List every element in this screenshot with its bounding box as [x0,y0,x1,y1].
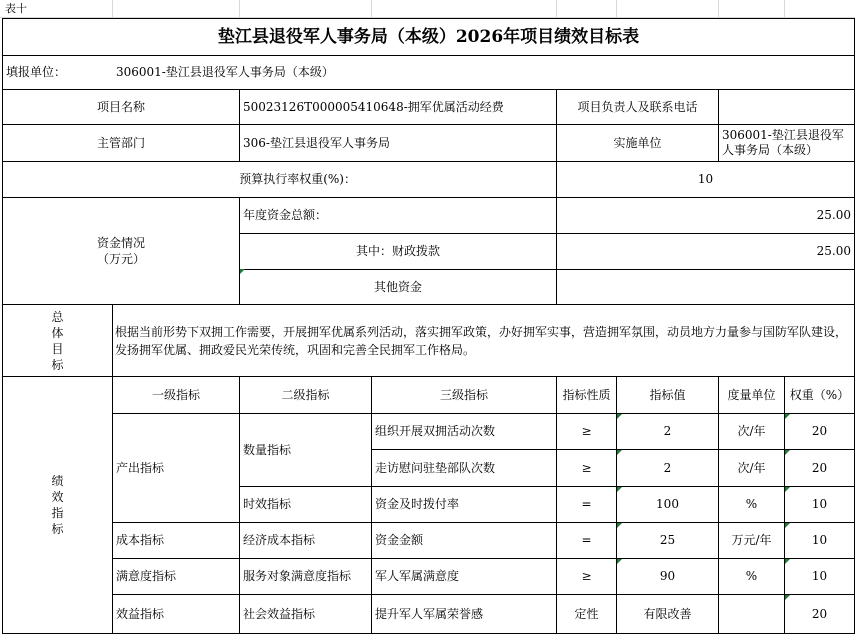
row-nature: = [556,486,617,523]
row-weight: 10 [784,486,855,523]
perf-label-char: 绩 [51,474,64,488]
comment-marker [785,414,790,419]
row-unit [718,594,785,634]
row-weight: 20 [784,449,855,487]
comment-marker [785,487,790,492]
funds-total-label: 年度资金总额： [239,197,557,234]
funds-total-value: 25.00 [556,197,855,234]
comment-marker [785,523,790,528]
comment-marker [617,450,622,455]
goal-label-char: 体 [51,325,64,340]
weight-label: 预算执行率权重(%)： [2,161,557,198]
project-leader-value [718,89,855,125]
level2-social-benefit: 社会效益指标 [239,594,372,634]
comment-marker [617,559,622,564]
level1-cost: 成本指标 [112,522,240,559]
sheet-tag: 表十 [5,2,27,15]
dept-label: 主管部门 [2,124,240,162]
row-level3: 提升军人军属荣誉感 [371,594,557,634]
comment-marker [785,450,790,455]
header-nature: 指标性质 [556,376,617,414]
perf-label-char: 指 [51,506,64,520]
weight-value: 10 [556,161,855,198]
header-level3: 三级指标 [371,376,557,414]
unit-value: 306001-垫江县退役军人事务局（本级） [113,55,855,89]
row-value: 2 [616,449,719,487]
row-level3: 资金及时拨付率 [371,486,557,523]
level1-benefit: 效益指标 [112,594,240,634]
funds-fiscal-value: 25.00 [556,233,855,270]
row-unit: % [718,558,785,595]
comment-marker [617,414,622,419]
comment-marker [617,487,622,492]
impl-value: 306001-垫江县退役军人事务局（本级） [718,124,855,162]
perf-label-char: 标 [51,522,64,536]
project-leader-label: 项目负责人及联系电话 [556,89,719,125]
goal-label-char: 目 [51,341,64,356]
row-level3: 走访慰问驻垫部队次数 [371,449,557,487]
row-value: 有限改善 [616,594,719,634]
row-weight: 10 [784,522,855,559]
row-unit: 次/年 [718,413,785,450]
goal-label-char: 标 [51,357,64,372]
row-weight: 10 [784,558,855,595]
funds-other-value [556,269,855,305]
perf-label-char: 效 [51,490,64,504]
header-unit: 度量单位 [718,376,785,414]
funds-fiscal-label: 其中：财政拨款 [239,233,557,270]
row-value: 2 [616,413,719,450]
goal-label [2,304,113,377]
row-value: 25 [616,522,719,559]
row-level3: 资金金额 [371,522,557,559]
project-name-label: 项目名称 [2,89,240,125]
row-nature: ≥ [556,449,617,487]
level2-timeliness: 时效指标 [239,486,372,523]
header-weight: 权重（%） [784,376,855,414]
row-value: 90 [616,558,719,595]
funds-label [2,197,240,305]
row-nature: ≥ [556,558,617,595]
level2-economic-cost: 经济成本指标 [239,522,372,559]
row-nature: 定性 [556,594,617,634]
funds-label-line1: 资金情况 [96,236,145,250]
impl-label: 实施单位 [556,124,719,162]
goal-label-char: 总 [51,309,64,324]
comment-marker [785,559,790,564]
header-value: 指标值 [616,376,719,414]
comment-marker [240,269,245,274]
header-level1: 一级指标 [112,376,240,414]
header-level2: 二级指标 [239,376,372,414]
comment-marker [785,595,790,600]
level2-service-satisfaction: 服务对象满意度指标 [239,558,372,595]
funds-label-line2: （万元） [96,252,145,266]
row-weight: 20 [784,594,855,634]
perf-label [2,376,113,634]
row-unit: % [718,486,785,523]
level2-quantity: 数量指标 [239,413,372,487]
dept-value: 306-垫江县退役军人事务局 [239,124,557,162]
row-unit: 万元/年 [718,522,785,559]
row-value: 100 [616,486,719,523]
row-weight: 20 [784,413,855,450]
comment-marker [617,523,622,528]
unit-label: 填报单位： [2,55,113,89]
project-name-value: 50023126T000005410648-拥军优属活动经费 [239,89,557,125]
goal-text: 根据当前形势下双拥工作需要，开展拥军优属系列活动，落实拥军政策，办好拥军实事，营造拥军氛围，动员地方力量参与国防军队建设，发扬拥军优属、拥政爱民光荣传统，巩固和完善全民拥军工作格局。 [112,304,855,377]
level1-output: 产出指标 [112,413,240,523]
row-nature: ≥ [556,413,617,450]
row-level3: 军人军属满意度 [371,558,557,595]
page-title: 垫江县退役军人事务局（本级）2026年项目绩效目标表 [2,18,855,55]
row-unit: 次/年 [718,449,785,487]
row-nature: = [556,522,617,559]
funds-other-label: 其他资金 [239,269,557,305]
row-level3: 组织开展双拥活动次数 [371,413,557,450]
level1-satisfaction: 满意度指标 [112,558,240,595]
